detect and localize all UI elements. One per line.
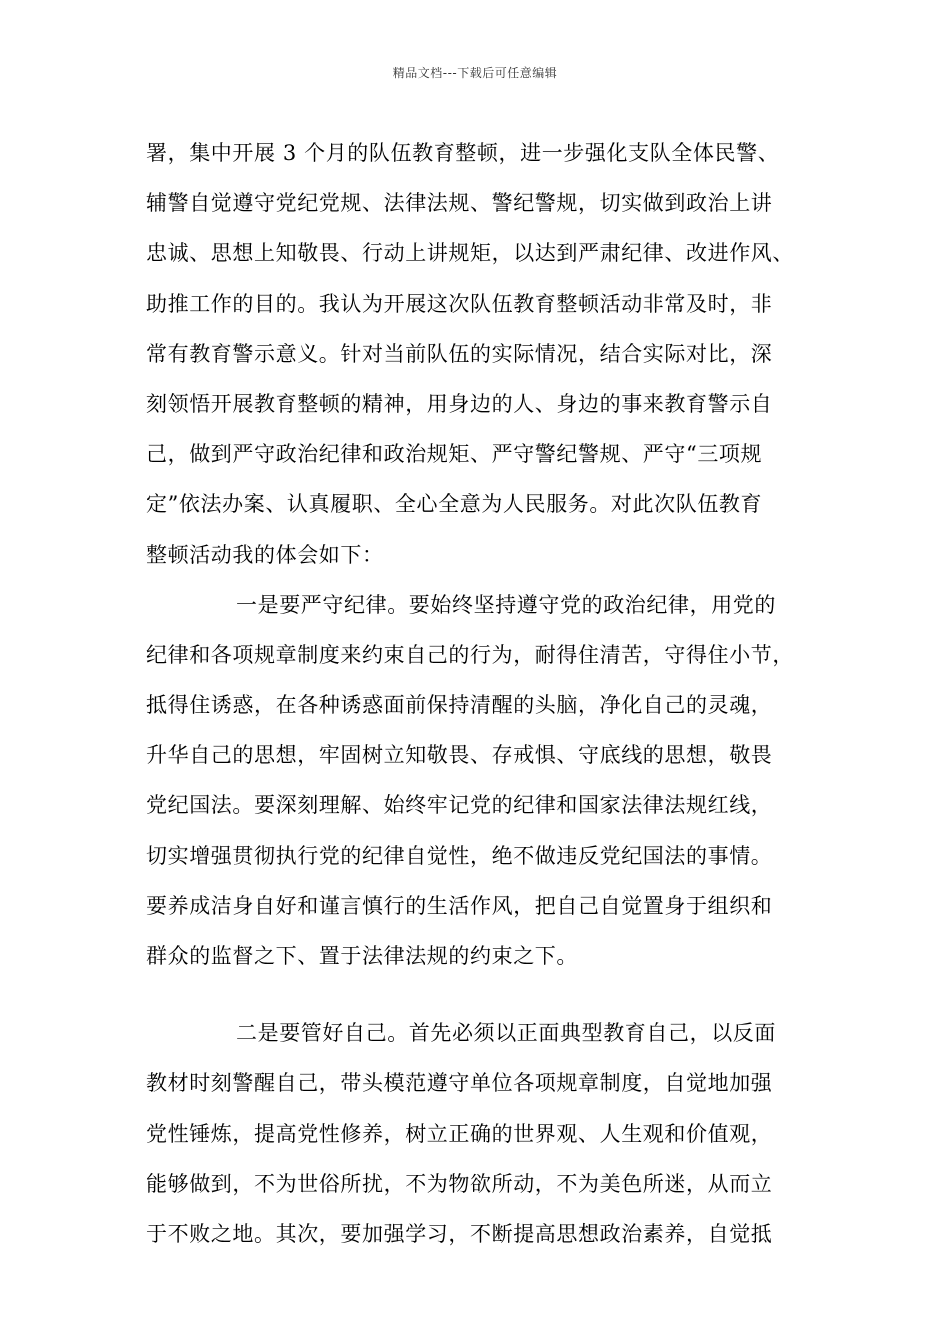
- paragraph-discipline: [146, 580, 826, 982]
- text-line: 定”依法办案、认真履职、全心全意为人民服务。对此次队伍教育: [146, 492, 763, 517]
- text-line: 助推工作的目的。我认为开展这次队伍教育整顿活动非常及时，非: [146, 291, 773, 316]
- text-line: 纪律和各项规章制度来约束自己的行为，耐得住清苦，守得住小节，: [146, 642, 794, 667]
- text-line: 能够做到，不为世俗所扰，不为物欲所动，不为美色所迷，从而立: [146, 1171, 773, 1196]
- document-body: [146, 128, 826, 1259]
- text-line: 抵得住诱惑，在各种诱惑面前保持清醒的头脑，净化自己的灵魂，: [146, 693, 773, 718]
- text-line-indented: 一是要严守纪律。要始终坚持遵守党的政治纪律，用党的: [236, 592, 776, 617]
- paragraph-intro: [146, 128, 826, 580]
- text-line: 整顿活动我的体会如下：: [146, 542, 384, 567]
- text-line: 升华自己的思想，牢固树立知敬畏、存戒惧、守底线的思想，敬畏: [146, 743, 773, 768]
- text-line: 忠诚、思想上知敬畏、行动上讲规矩，以达到严肃纪律、改进作风、: [146, 241, 794, 266]
- text-line: 党纪国法。要深刻理解、始终牢记党的纪律和国家法律法规红线，: [146, 793, 773, 818]
- text-line: 要养成洁身自好和谨言慎行的生活作风，把自己自觉置身于组织和: [146, 893, 773, 918]
- text-line: 于不败之地。其次，要加强学习，不断提高思想政治素养，自觉抵: [146, 1221, 773, 1246]
- paragraph-self-management: [146, 1008, 826, 1259]
- text-line: 教材时刻警醒自己，带头模范遵守单位各项规章制度，自觉地加强: [146, 1071, 773, 1096]
- text-line: 署，集中开展 3 个月的队伍教育整顿，进一步强化支队全体民警、: [146, 141, 780, 165]
- text-line: 辅警自觉遵守党纪党规、法律法规、警纪警规，切实做到政治上讲: [146, 191, 773, 216]
- text-line: 群众的监督之下、置于法律法规的约束之下。: [146, 944, 578, 968]
- text-line: 己，做到严守政治纪律和政治规矩、严守警纪警规、严守“三项规: [146, 442, 763, 467]
- paragraph-spacer: [146, 981, 826, 1008]
- text-line-indented: 二是要管好自己。首先必须以正面典型教育自己，以反面: [236, 1021, 776, 1046]
- text-line: 刻领悟开展教育整顿的精神，用身边的人、身边的事来教育警示自: [146, 391, 773, 416]
- text-line: 党性锤炼，提高党性修养，树立正确的世界观、人生观和价值观，: [146, 1121, 773, 1146]
- text-line: 常有教育警示意义。针对当前队伍的实际情况，结合实际对比，深: [146, 341, 773, 366]
- text-line: 切实增强贯彻执行党的纪律自觉性，绝不做违反党纪国法的事情。: [146, 843, 773, 868]
- page-header: 精品文档---下载后可任意编辑: [392, 66, 558, 80]
